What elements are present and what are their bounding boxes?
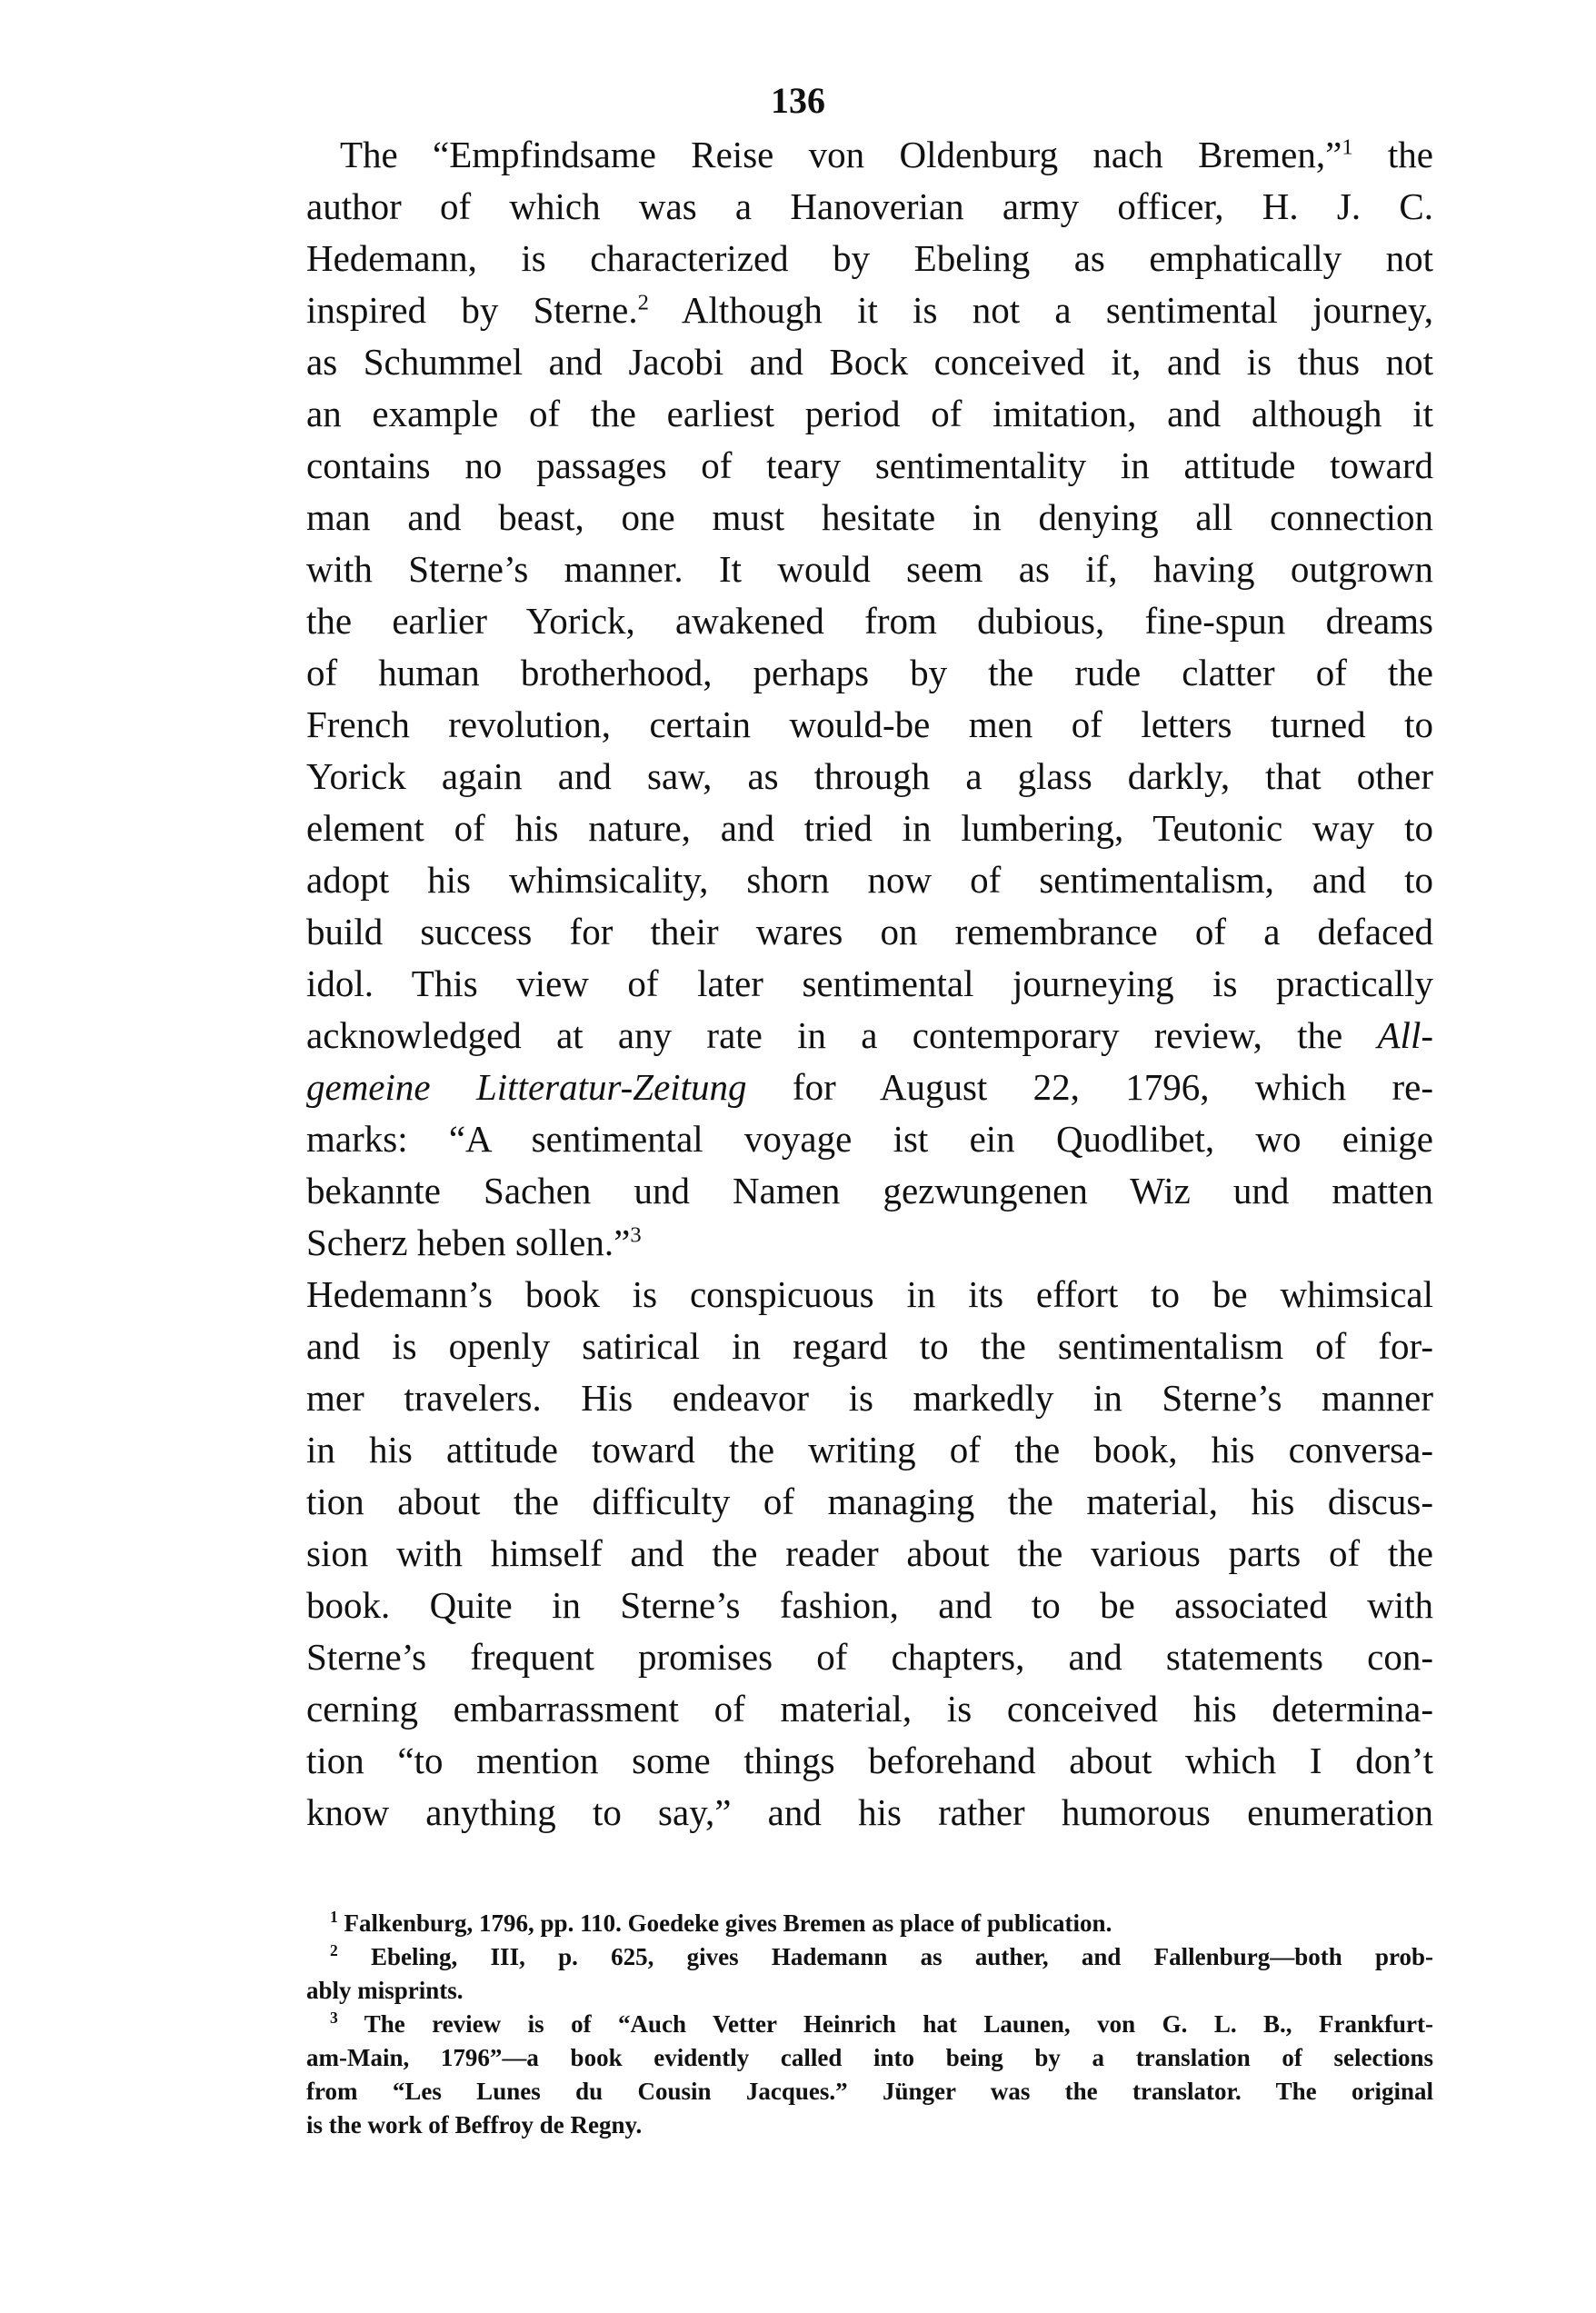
footnote-line (306, 1940, 1433, 1974)
body-line (306, 803, 1433, 854)
text-run: as Schummel and Jacobi and Bock conceived it, and is thus not (306, 341, 1433, 383)
body-line (306, 440, 1433, 492)
body-line (306, 1580, 1433, 1631)
text-run: Ebeling, III, p. 625, gives Hademann as auther, and Fallenburg—both prob- (337, 1943, 1433, 1970)
text-run: inspired by Sterne. (306, 289, 638, 331)
body-line (306, 1217, 1433, 1269)
body-text (306, 129, 1433, 1839)
text-run: with Sterne’s manner. It would seem as if, having outgrown (306, 548, 1433, 590)
text-run: The “Empfindsame Reise von Oldenburg nach Bremen,” (340, 134, 1342, 175)
text-run: cerning embarrassment of material, is conceived his determina- (306, 1688, 1433, 1730)
footnote-marker: 1 (330, 1908, 338, 1926)
body-line (306, 1372, 1433, 1424)
body-line (306, 1269, 1433, 1321)
body-line (306, 906, 1433, 958)
body-line (306, 1683, 1433, 1735)
body-line (306, 388, 1433, 440)
body-line (306, 699, 1433, 751)
text-run: Yorick again and saw, as through a glass darkly, that other (306, 755, 1433, 797)
body-line (306, 1165, 1433, 1217)
text-run: for August 22, 1796, which re- (746, 1066, 1434, 1108)
body-line (306, 1113, 1433, 1165)
footnote-marker: 2 (330, 1941, 338, 1959)
footnote-marker: 3 (630, 1222, 642, 1248)
text-run: in his attitude toward the writing of the book, his conversa- (306, 1429, 1433, 1471)
footnote-line (306, 2008, 1433, 2041)
body-line (306, 958, 1433, 1010)
text-run: Hedemann, is characterized by Ebeling as emphatically not (306, 237, 1433, 279)
text-run: The review is of “Auch Vetter Heinrich hat Launen, von G. L. B., Frankfurt- (337, 2010, 1433, 2038)
footnote-marker: 3 (330, 2009, 338, 2027)
footnote-line (306, 1974, 1433, 2008)
body-line (306, 1321, 1433, 1372)
text-run: Scherz heben sollen.” (306, 1221, 631, 1263)
body-line (306, 1631, 1433, 1683)
text-run: acknowledged at any rate in a contemporary review, the (306, 1014, 1378, 1056)
text-run: and is openly satirical in regard to the sentimentalism of for- (306, 1325, 1433, 1367)
text-run: sion with himself and the reader about the various parts of the (306, 1532, 1433, 1574)
text-run: the (1352, 134, 1433, 175)
text-run: tion “to mention some things beforehand about which I don’t (306, 1740, 1433, 1781)
body-line (306, 492, 1433, 543)
text-run: an example of the earliest period of imitation, and although it (306, 393, 1433, 434)
body-line (306, 595, 1433, 647)
body-line (306, 1062, 1433, 1113)
body-line (306, 647, 1433, 699)
text-run: bekannte Sachen und Namen gezwungenen Wiz und matten (306, 1170, 1433, 1211)
body-line (306, 543, 1433, 595)
text-run: of human brotherhood, perhaps by the rude clatter of the (306, 652, 1433, 693)
body-line (306, 1528, 1433, 1580)
italic-title: gemeine Litteratur-Zeitung (306, 1066, 747, 1108)
text-run: tion about the difficulty of managing the material, his discus- (306, 1481, 1433, 1522)
body-line (306, 1735, 1433, 1787)
footnote-line (306, 1907, 1433, 1940)
text-run: contains no passages of teary sentimentality in attitude toward (306, 444, 1433, 486)
page-number: 136 (771, 80, 825, 121)
text-run: Hedemann’s book is conspicuous in its effort to be whimsical (306, 1273, 1433, 1315)
text-run: French revolution, certain would-be men of letters turned to (306, 703, 1433, 745)
body-line (306, 751, 1433, 803)
body-line (306, 1787, 1433, 1839)
body-line (306, 233, 1433, 284)
text-run: adopt his whimsicality, shorn now of sentimentalism, and to (306, 859, 1433, 901)
text-run: build success for their wares on remembrance of a defaced (306, 911, 1433, 952)
footnote-line (306, 2109, 1433, 2142)
footnote-marker: 1 (1342, 135, 1353, 160)
text-run: from “Les Lunes du Cousin Jacques.” Jünger was the translator. The original (306, 2078, 1433, 2105)
body-line (306, 336, 1433, 388)
text-run: idol. This view of later sentimental journeying is practically (306, 962, 1433, 1004)
body-line (306, 181, 1433, 233)
text-run: is the work of Beffroy de Regny. (306, 2111, 643, 2139)
text-run: marks: “A sentimental voyage ist ein Quodlibet, wo einige (306, 1118, 1433, 1160)
body-line (306, 854, 1433, 906)
italic-title: All- (1377, 1014, 1433, 1056)
footnote-marker: 2 (637, 290, 649, 315)
footnote-line (306, 2075, 1433, 2109)
text-run: element of his nature, and tried in lumbering, Teutonic way to (306, 807, 1433, 849)
text-run: know anything to say,” and his rather humorous enumeration (306, 1791, 1433, 1833)
text-run: mer travelers. His endeavor is markedly in Sterne’s manner (306, 1377, 1433, 1419)
text-run: am-Main, 1796”—a book evidently called into being by a translation of selections (306, 2044, 1433, 2071)
body-line (306, 284, 1433, 336)
footnote-line (306, 2041, 1433, 2075)
body-line (306, 129, 1433, 181)
text-run: man and beast, one must hesitate in denying all connection (306, 496, 1433, 538)
body-line (306, 1010, 1433, 1062)
text-run: Sterne’s frequent promises of chapters, and statements con- (306, 1636, 1433, 1678)
body-line (306, 1424, 1433, 1476)
text-run: Although it is not a sentimental journey, (648, 289, 1433, 331)
footnotes (306, 1907, 1433, 2142)
text-run: ably misprints. (306, 1977, 464, 2004)
text-run: the earlier Yorick, awakened from dubious, fine-spun dreams (306, 600, 1433, 642)
text-run: Falkenburg, 1796, pp. 110. Goedeke gives Bremen as place of publication. (337, 1909, 1112, 1937)
text-run: book. Quite in Sterne’s fashion, and to be associated with (306, 1584, 1433, 1626)
text-run: author of which was a Hanoverian army officer, H. J. C. (306, 185, 1433, 227)
body-line (306, 1476, 1433, 1528)
